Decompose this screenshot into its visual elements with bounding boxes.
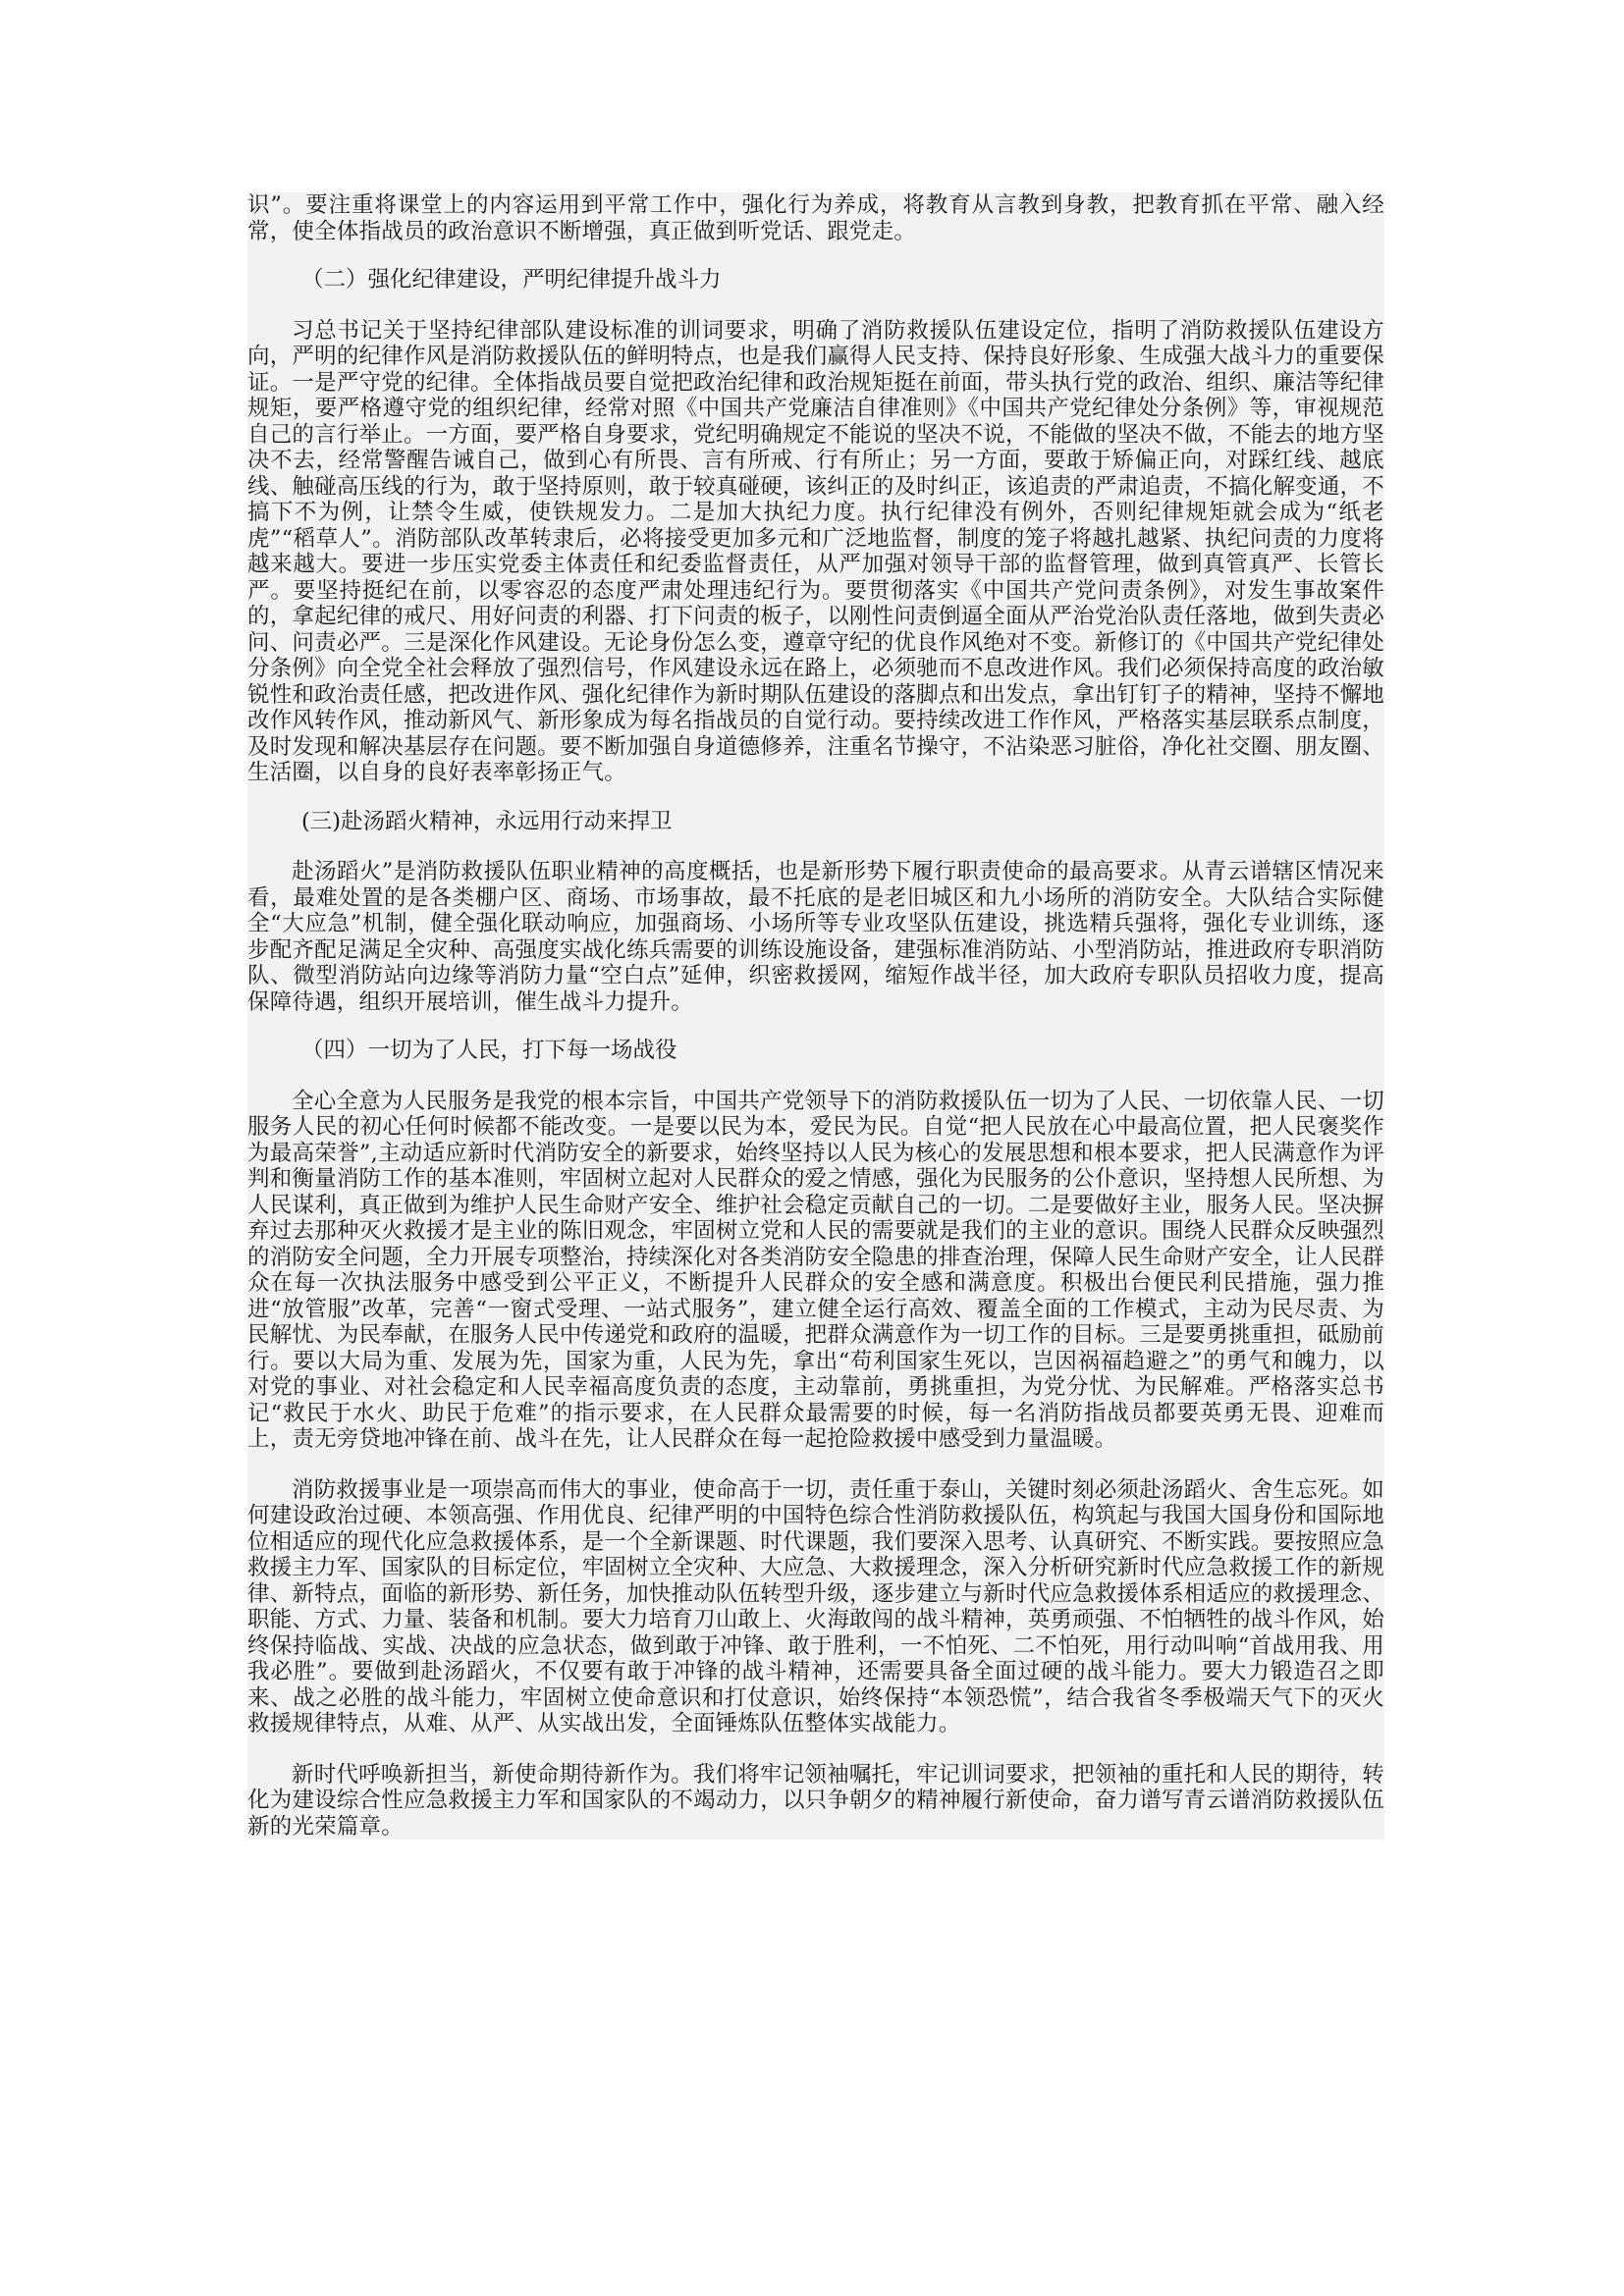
paragraph-fire-spirit: 赴汤蹈火”是消防救援队伍职业精神的高度概括，也是新形势下履行职责使命的最高要求。从青云谱辖区情况来看，最难处置的是各类棚户区、商场、市场事故，最不托底的是老旧城区和九小场所的消防安全。大队结合实际健全“大应急”机制，健全强化联动响应，加强商场、小场所等专业攻坚队伍建设，挑选精兵强将，强化专业训练，逐步配齐配足满足全灾种、高强度实战化练兵需要的训练设施设备，建强标准消防站、小型消防站，推进政府专职消防队、微型消防站向边缘等消防力量“空白点”延伸，织密救援网，缩短作战半径，加大政府专职队员招收力度，提高保障待遇，组织开展培训，催生战斗力提升。	[247, 859, 1384, 1015]
section-heading-4: （四）一切为了人民，打下每一场战役	[301, 1038, 677, 1063]
paragraph-serve-people: 全心全意为人民服务是我党的根本宗旨，中国共产党领导下的消防救援队伍一切为了人民、一切依靠人民、一切服务人民的初心任何时候都不能改变。一是要以民为本，爱民为民。自觉“把人民放在心中最高位置，把人民褒奖作为最高荣誉”,主动适应新时代消防安全的新要求，始终坚持以人民为核心的发展思想和根本要求，把人民满意作为评判和衡量消防工作的基本准则，牢固树立起对人民群众的爱之情感，强化为民服务的公仆意识，坚持想人民所想、为人民谋利，真正做到为维护人民生命财产安全、维护社会稳定贡献自己的一切。二是要做好主业，服务人民。坚决摒弃过去那种灭火救援才是主业的陈旧观念，牢固树立党和人民的需要就是我们的主业的意识。围绕人民群众反映强烈的消防安全问题，全力开展专项整治，持续深化对各类消防安全隐患的排查治理，保障人民生命财产安全，让人民群众在每一次执法服务中感受到公平正义，不断提升人民群众的安全感和满意度。积极出台便民利民措施，强力推进“放管服”改革，完善“一窗式受理、一站式服务”，建立健全运行高效、覆盖全面的工作模式，主动为民尽责、为民解忧、为民奉献，在服务人民中传递党和政府的温暖，把群众满意作为一切工作的目标。三是要勇挑重担，砥励前行。要以大局为重、发展为先，国家为重，人民为先，拿出“苟利国家生死以，岂因祸福趋避之”的勇气和魄力，以对党的事业、对社会稳定和人民幸福高度负责的态度，主动靠前，勇挑重担，为党分忧、为民解难。严格落实总书记“救民于水火、助民于危难”的指示要求，在人民群众最需要的时候，每一名消防指战员都要英勇无畏、迎难而上，责无旁贷地冲锋在前、战斗在先，让人民群众在每一起抢险救援中感受到力量温暖。	[247, 1088, 1384, 1452]
paragraph-discipline: 习总书记关于坚持纪律部队建设标准的训词要求，明确了消防救援队伍建设定位，指明了消防救援队伍建设方向，严明的纪律作风是消防救援队伍的鲜明特点，也是我们赢得人民支持、保持良好形象、生成强大战斗力的重要保证。一是严守党的纪律。全体指战员要自觉把政治纪律和政治规矩挺在前面，带头执行党的政治、组织、廉洁等纪律规矩，要严格遵守党的组织纪律，经常对照《中国共产党廉洁自律准则》《中国共产党纪律处分条例》等，审视规范自己的言行举止。一方面，要严格自身要求，党纪明确规定不能说的坚决不说，不能做的坚决不做，不能去的地方坚决不去，经常警醒告诫自己，做到心有所畏、言有所戒、行有所止；另一方面，要敢于矫偏正向，对踩红线、越底线、触碰高压线的行为，敢于坚持原则，敢于较真碰硬，该纠正的及时纠正，该追责的严肃追责，不搞化解变通，不搞下不为例，让禁令生威，使铁规发力。二是加大执纪力度。执行纪律没有例外，否则纪律规矩就会成为“纸老虎”“稻草人”。消防部队改革转隶后，必将接受更加多元和广泛地监督，制度的笼子将越扎越紧、执纪问责的力度将越来越大。要进一步压实党委主体责任和纪委监督责任，从严加强对领导干部的监督管理，做到真管真严、长管长严。要坚持挺纪在前，以零容忍的态度严肃处理违纪行为。要贯彻落实《中国共产党问责条例》，对发生事故案件的，拿起纪律的戒尺、用好问责的利器、打下问责的板子，以刚性问责倒逼全面从严治党治队责任落地，做到失责必问、问责必严。三是深化作风建设。无论身份怎么变，遵章守纪的优良作风绝对不变。新修订的《中国共产党纪律处分条例》向全党全社会释放了强烈信号，作风建设永远在路上，必须驰而不息改进作风。我们必须保持高度的政治敏锐性和政治责任感，把改进作风、强化纪律作为新时期队伍建设的落脚点和出发点，拿出钉钉子的精神，坚持不懈地改作风转作风，推动新风气、新形象成为每名指战员的自觉行动。要持续改进工作作风，严格落实基层联系点制度，及时发现和解决基层存在问题。要不断加强自身道德修养，注重名节操守，不沾染恶习脏俗，净化社交圈、朋友圈、生活圈，以自身的良好表率彰扬正气。	[247, 317, 1384, 785]
paragraph-rescue-mission: 消防救援事业是一项崇高而伟大的事业，使命高于一切，责任重于泰山，关键时刻必须赴汤蹈火、舍生忘死。如何建设政治过硬、本领高强、作用优良、纪律严明的中国特色综合性消防救援队伍，构筑起与我国大国身份和国际地位相适应的现代化应急救援体系，是一个全新课题、时代课题，我们要深入思考、认真研究、不断实践。要按照应急救援主力军、国家队的目标定位，牢固树立全灾种、大应急、大救援理念，深入分析研究新时代应急救援工作的新规律、新特点，面临的新形势、新任务，加快推动队伍转型升级，逐步建立与新时代应急救援体系相适应的救援理念、职能、方式、力量、装备和机制。要大力培育刀山敢上、火海敢闯的战斗精神，英勇顽强、不怕牺牲的战斗作风，始终保持临战、实战、决战的应急状态，做到敢于冲锋、敢于胜利，一不怕死、二不怕死，用行动叫响“首战用我、用我必胜”。要做到赴汤蹈火，不仅要有敢于冲锋的战斗精神，还需要具备全面过硬的战斗能力。要大力锻造召之即来、战之必胜的战斗能力，牢固树立使命意识和打仗意识，始终保持“本领恐慌”，结合我省冬季极端天气下的灭火救援规律特点，从难、从严、从实战出发，全面锤炼队伍整体实战能力。	[247, 1476, 1384, 1736]
paragraph-intro-continuation: 识”。要注重将课堂上的内容运用到平常工作中，强化行为养成，将教育从言教到身教，把教育抓在平常、融入经常，使全体指战员的政治意识不断增强，真正做到听党话、跟党走。	[247, 192, 1384, 244]
section-heading-3: (三)赴汤蹈火精神，永远用行动来捍卫	[301, 808, 673, 834]
section-heading-2: （二）强化纪律建设，严明纪律提升战斗力	[301, 267, 722, 293]
document-body	[247, 192, 1384, 1840]
paragraph-conclusion: 新时代呼唤新担当，新使命期待新作为。我们将牢记领袖嘱托，牢记训词要求，把领袖的重托和人民的期待，转化为建设综合性应急救援主力军和国家队的不竭动力，以只争朝夕的精神履行新使命，奋力谱写青云谱消防救援队伍新的光荣篇章。	[247, 1761, 1384, 1840]
